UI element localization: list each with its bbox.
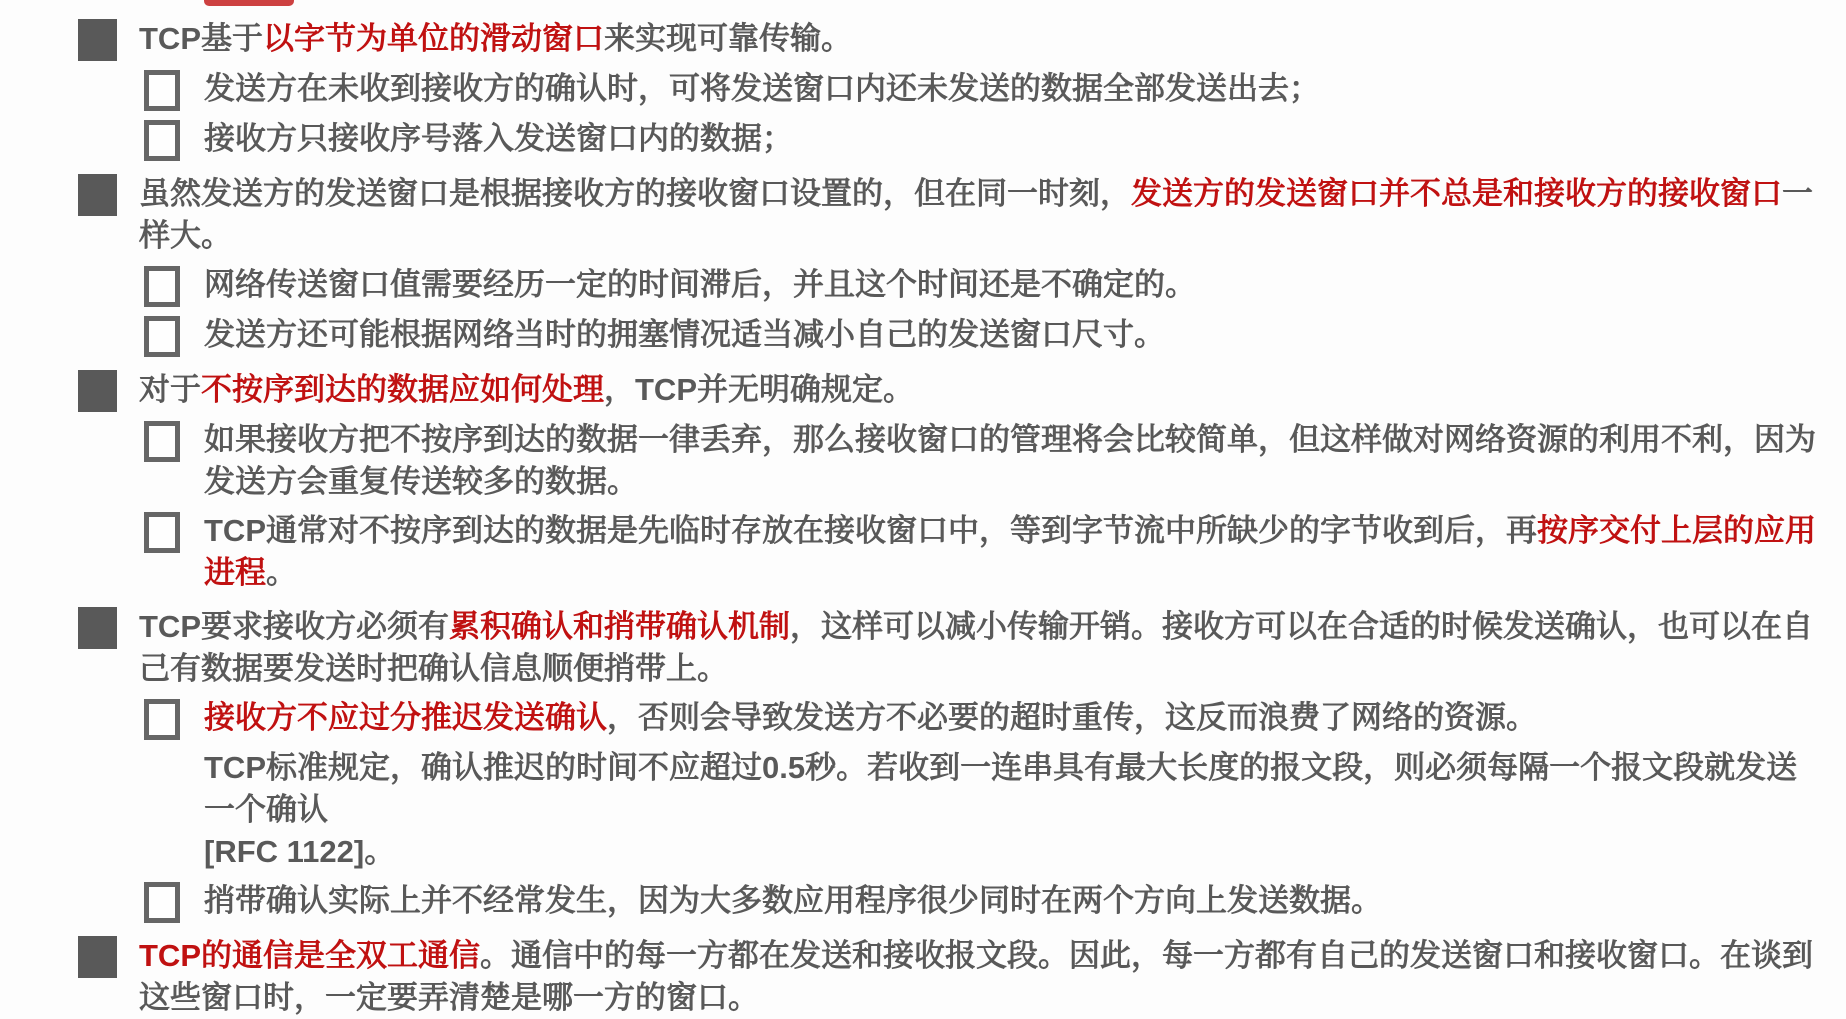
title-underline-remnant	[204, 0, 294, 6]
bullet-item	[78, 173, 1822, 257]
sub-bullet-item	[144, 314, 1822, 357]
bullet-item	[78, 18, 1822, 61]
sub-bullet-item	[144, 510, 1822, 594]
bullet-text	[204, 118, 793, 160]
highlight-red-text: 按序交付上层的应用进程	[204, 513, 1816, 590]
marker-spacer	[144, 747, 180, 748]
hollow-square-bullet-icon	[144, 316, 180, 357]
text-segment: 发送方还可能根据网络当时的拥塞情况适当减小自己的发送窗口尺寸。	[204, 317, 1165, 352]
text-segment: 。通信中的每一方都在发送和接收报文段。因此，每一方都有自己的发送窗口和接收窗口。在谈到这些窗口时，一定要弄清楚是哪一方的窗口。	[139, 938, 1813, 1015]
highlight-red-text: 不按序到达的数据应如何处理	[201, 372, 604, 407]
text-segment: TCP标准规定，确认推迟的时间不应超过0.5秒。若收到一连串具有最大长度的报文段，则必须每隔一个报文段就发送一个确认	[204, 750, 1798, 827]
bullet-item	[78, 606, 1822, 690]
text-segment: 如果接收方把不按序到达的数据一律丢弃，那么接收窗口的管理将会比较简单，但这样做对网络资源的利用不利，因为发送方会重复传送较多的数据。	[204, 422, 1816, 499]
text-segment: TCP基于	[139, 21, 263, 56]
highlight-red-text: 发送方的发送窗口并不总是和接收方的接收窗口	[1131, 176, 1782, 211]
bullet-text	[204, 697, 1537, 739]
bullet-text	[204, 314, 1165, 356]
text-segment: 网络传送窗口值需要经历一定的时间滞后，并且这个时间还是不确定的。	[204, 267, 1196, 302]
sub-bullet-item	[144, 264, 1822, 307]
bullet-text	[204, 419, 1822, 503]
filled-square-bullet-icon	[78, 19, 117, 61]
text-segment: 虽然发送方的发送窗口是根据接收方的接收窗口设置的，但在同一时刻，	[139, 176, 1131, 211]
filled-square-bullet-icon	[78, 607, 117, 649]
text-segment: TCP要求接收方必须有	[139, 609, 449, 644]
hollow-square-bullet-icon	[144, 120, 180, 161]
highlight-red-text: 接收方不应过分推迟发送确认	[204, 700, 607, 735]
highlight-red-text: 累积确认和捎带确认机制	[449, 609, 790, 644]
hollow-square-bullet-icon	[144, 266, 180, 307]
text-segment: 捎带确认实际上并不经常发生，因为大多数应用程序很少同时在两个方向上发送数据。	[204, 883, 1382, 918]
text-segment: 来实现可靠传输。	[604, 21, 852, 56]
bullet-text	[139, 18, 852, 60]
highlight-red-text: 以字节为单位的滑动窗口	[263, 21, 604, 56]
bullet-text	[139, 173, 1822, 257]
hollow-square-bullet-icon	[144, 512, 180, 553]
bullet-text	[204, 264, 1196, 306]
text-segment: 一样大。	[139, 176, 1813, 253]
hollow-square-bullet-icon	[144, 70, 180, 111]
bullet-text	[139, 606, 1822, 690]
text-segment: ，否则会导致发送方不必要的超时重传，这反而浪费了网络的资源。	[607, 700, 1537, 735]
filled-square-bullet-icon	[78, 936, 117, 978]
hollow-square-bullet-icon	[144, 421, 180, 462]
text-segment: [RFC 1122]。	[204, 834, 396, 869]
text-segment: 发送方在未收到接收方的确认时，可将发送窗口内还未发送的数据全部发送出去；	[204, 71, 1320, 106]
text-segment: 。	[266, 555, 297, 590]
bullet-text	[139, 935, 1822, 1019]
text-segment: ，TCP并无明确规定。	[604, 372, 914, 407]
highlight-red-text: TCP的通信是全双工通信	[139, 938, 480, 973]
sub-bullet-item	[144, 118, 1822, 161]
bullet-text	[204, 510, 1822, 594]
sub-bullet-item	[144, 697, 1822, 740]
text-segment: 接收方只接收序号落入发送窗口内的数据；	[204, 121, 793, 156]
sub-bullet-item	[144, 419, 1822, 503]
filled-square-bullet-icon	[78, 174, 117, 216]
bullet-text	[204, 747, 1822, 873]
bullet-text	[204, 880, 1382, 922]
sub-bullet-item	[144, 880, 1822, 923]
bullet-item	[78, 369, 1822, 412]
hollow-square-bullet-icon	[144, 699, 180, 740]
bullet-text	[204, 68, 1320, 110]
sub-bullet-item	[144, 68, 1822, 111]
text-segment: TCP通常对不按序到达的数据是先临时存放在接收窗口中，等到字节流中所缺少的字节收到后，再	[204, 513, 1537, 548]
text-segment: ，这样可以减小传输开销。接收方可以在合适的时候发送确认，也可以在自己有数据要发送时把确认信息顺便捎带上。	[139, 609, 1813, 686]
sub-bullet-item	[144, 747, 1822, 873]
bullet-item	[78, 935, 1822, 1019]
hollow-square-bullet-icon	[144, 882, 180, 923]
filled-square-bullet-icon	[78, 370, 117, 412]
bullet-list	[78, 18, 1822, 1019]
bullet-text	[139, 369, 914, 411]
text-segment: 对于	[139, 372, 201, 407]
